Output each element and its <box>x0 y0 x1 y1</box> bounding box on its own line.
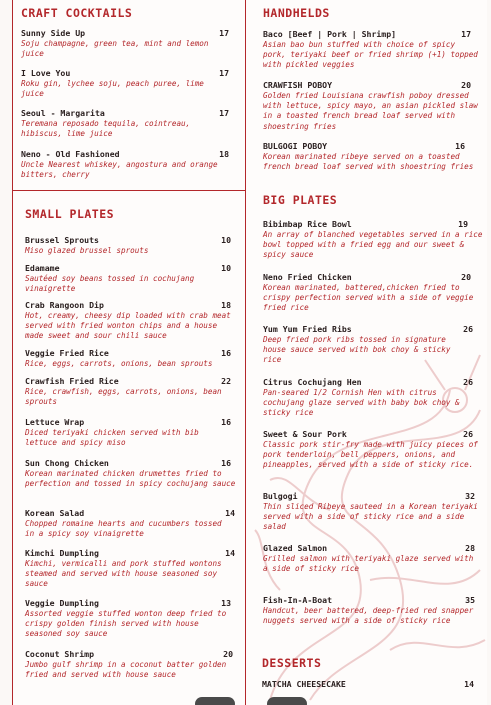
item-description: Korean marinated chicken drumettes fried to perfection and tossed in spicy cochujang sauce <box>25 469 236 489</box>
menu-item <box>21 28 229 59</box>
item-name: Crawfish Fried Rice <box>25 376 119 386</box>
item-name: Kimchi Dumpling <box>25 548 99 558</box>
item-description: Assorted veggie stuffed wonton deep fried to crispy golden finish served with house seasoned soy sauce <box>25 609 227 639</box>
menu-item <box>263 377 481 419</box>
item-price: 16 <box>221 348 231 358</box>
item-name: Baco [Beef | Pork | Shrimp] <box>263 29 397 39</box>
item-price: 26 <box>463 324 473 334</box>
item-price: 18 <box>219 149 229 159</box>
item-price: 16 <box>221 417 231 427</box>
item-description: Kimchi, vermicalli and pork stuffed wontons steamed and served with house seasoned soy sauce <box>25 559 222 589</box>
item-description: Deep fried pork ribs tossed in signature house sauce served with bok choy & sticky rice <box>263 335 451 365</box>
item-description: Asian bao bun stuffed with choice of spicy pork, teriyaki beef or fried shrimp (+1) topped with pickled veggies <box>263 40 478 70</box>
menu-item <box>25 458 243 489</box>
menu-item <box>25 649 233 680</box>
item-name: Veggie Dumpling <box>25 598 99 608</box>
menu-item <box>263 429 481 471</box>
item-price: 14 <box>464 679 474 689</box>
item-description: Handcut, beer battered, deep-fried red snapper nuggets served with a side of sticky rice <box>263 606 474 626</box>
item-name: Seoul - Margarita <box>21 108 105 118</box>
item-description: Pan-seared 1/2 Cornish Hen with citrus cochujang glaze served with baby bok choy & sticky rice <box>263 388 460 418</box>
item-name: Coconut Shrimp <box>25 649 95 659</box>
menu-item <box>263 324 473 366</box>
item-price: 20 <box>461 80 471 90</box>
item-price: 19 <box>458 219 468 229</box>
small-plates-heading: SMALL PLATES <box>25 207 115 221</box>
desserts-heading: DESSERTS <box>262 656 322 670</box>
item-description: Korean marinated ribeye served on a toasted french bread loaf served with shoestring fries <box>263 152 474 172</box>
left-column-divider <box>12 190 246 191</box>
item-name: Neno - Old Fashioned <box>21 149 120 159</box>
item-description: Thin sliced Ribeye sauteed in a Korean teriyaki served with a side of sticky rice and a side salad <box>263 502 478 532</box>
menu-item <box>25 508 235 539</box>
item-price: 16 <box>455 141 465 151</box>
menu-item <box>21 108 229 139</box>
viewer-control-left[interactable] <box>195 697 235 705</box>
item-name: MATCHA CHEESECAKE <box>262 679 346 689</box>
item-description: Jumbo gulf shrimp in a coconut batter golden fried and served with house sauce <box>25 660 227 680</box>
menu-item <box>263 272 483 314</box>
item-name: Fish-In-A-Boat <box>263 595 333 605</box>
item-price: 10 <box>221 235 231 245</box>
item-price: 18 <box>221 300 231 310</box>
item-name: Glazed Salmon <box>263 543 328 553</box>
item-name: Edamame <box>25 263 60 273</box>
item-price: 13 <box>221 598 231 608</box>
menu-item <box>25 235 231 256</box>
menu-item <box>263 219 483 261</box>
item-price: 32 <box>465 491 475 501</box>
item-price: 16 <box>221 458 231 468</box>
item-description: Korean marinated, battered,chicken fried to crispy perfection served with a side of veggie fried rice <box>263 283 474 313</box>
item-name: Sunny Side Up <box>21 28 86 38</box>
item-price: 17 <box>219 108 229 118</box>
item-price: 22 <box>221 376 231 386</box>
menu-item <box>25 598 231 640</box>
item-price: 14 <box>225 548 235 558</box>
item-price: 17 <box>219 28 229 38</box>
item-name: Brussel Sprouts <box>25 235 99 245</box>
item-price: 17 <box>219 68 229 78</box>
item-name: Korean Salad <box>25 508 85 518</box>
item-description: Diced teriyaki chicken served with bib lettuce and spicy miso <box>25 428 199 448</box>
item-description: Teremana reposado tequila, cointreau, hibiscus, lime juice <box>21 119 191 139</box>
item-description: Classic pork stir-fry made with juicy pieces of pork tenderloin, bell peppers, onions, and pineapples, served with a side of sticky rice. <box>263 440 478 470</box>
item-description: Uncle Nearest whiskey, angostura and orange bitters, cherry <box>21 160 218 180</box>
item-name: Bulgogi <box>263 491 298 501</box>
menu-item <box>262 679 478 689</box>
item-name: Sweet & Sour Pork <box>263 429 347 439</box>
menu-item <box>263 80 481 132</box>
item-description: Rice, eggs, carrots, onions, bean sprouts <box>25 359 213 368</box>
menu-item <box>25 263 231 294</box>
item-name: Sun Chong Chicken <box>25 458 109 468</box>
item-description: Golden fried Louisiana crawfish poboy dressed with lettuce, spicy mayo, an asian pickled slaw in a toasted french bread loaf served with shoestring fries <box>263 91 478 131</box>
menu-item <box>25 417 231 448</box>
item-name: Citrus Cochujang Hen <box>263 377 362 387</box>
menu-item <box>263 543 479 574</box>
handhelds-heading: HANDHELDS <box>263 6 330 20</box>
menu-item <box>263 141 475 172</box>
item-description: Miso glazed brussel sprouts <box>25 246 149 255</box>
item-description: Chopped romaine hearts and cucumbers tossed in a spicy soy vinaigrette <box>25 519 222 539</box>
item-description: Soju champagne, green tea, mint and lemon juice <box>21 39 209 59</box>
menu-item <box>21 68 229 99</box>
item-name: Veggie Fried Rice <box>25 348 109 358</box>
item-price: 26 <box>463 377 473 387</box>
menu-item <box>25 300 231 342</box>
menu-item <box>263 595 479 626</box>
viewer-controls <box>195 697 310 705</box>
menu-item <box>263 491 479 533</box>
menu-item <box>25 376 243 407</box>
item-price: 14 <box>225 508 235 518</box>
item-price: 26 <box>463 429 473 439</box>
menu-item <box>25 548 235 590</box>
menu-item <box>263 29 481 71</box>
item-description: Hot, creamy, cheesy dip loaded with crab meat served with fried wonton chips and a house made sweet and sour chili sauce <box>25 311 231 341</box>
item-description: Sautéed soy beans tossed in cochujang vinaigrette <box>25 274 195 294</box>
item-description: Roku gin, lychee soju, peach puree, lime juice <box>21 79 204 99</box>
item-description: An array of blanched vegetables served in a rice bowl topped with a fried egg and our sweet & spicy sauce <box>263 230 483 260</box>
item-name: Bibimbap Rice Bowl <box>263 219 352 229</box>
item-name: Lettuce Wrap <box>25 417 85 427</box>
item-name: Neno Fried Chicken <box>263 272 352 282</box>
item-name: I Love You <box>21 68 71 78</box>
craft-cocktails-heading: CRAFT COCKTAILS <box>21 6 133 20</box>
item-price: 35 <box>465 595 475 605</box>
item-description: Grilled salmon with teriyaki glaze served with a side of sticky rice <box>263 554 474 574</box>
item-name: Crab Rangoon Dip <box>25 300 104 310</box>
big-plates-heading: BIG PLATES <box>263 193 338 207</box>
item-name: BULGOGI POBOY <box>263 141 328 151</box>
item-price: 20 <box>461 272 471 282</box>
item-name: Yum Yum Fried Ribs <box>263 324 352 334</box>
viewer-control-right[interactable] <box>267 697 307 705</box>
item-price: 20 <box>223 649 233 659</box>
menu-item <box>21 149 229 180</box>
item-price: 10 <box>221 263 231 273</box>
item-price: 28 <box>465 543 475 553</box>
item-description: Rice, crawfish, eggs, carrots, onions, bean sprouts <box>25 387 222 407</box>
item-name: CRAWFISH POBOY <box>263 80 333 90</box>
item-price: 17 <box>461 29 471 39</box>
menu-item <box>25 348 231 369</box>
